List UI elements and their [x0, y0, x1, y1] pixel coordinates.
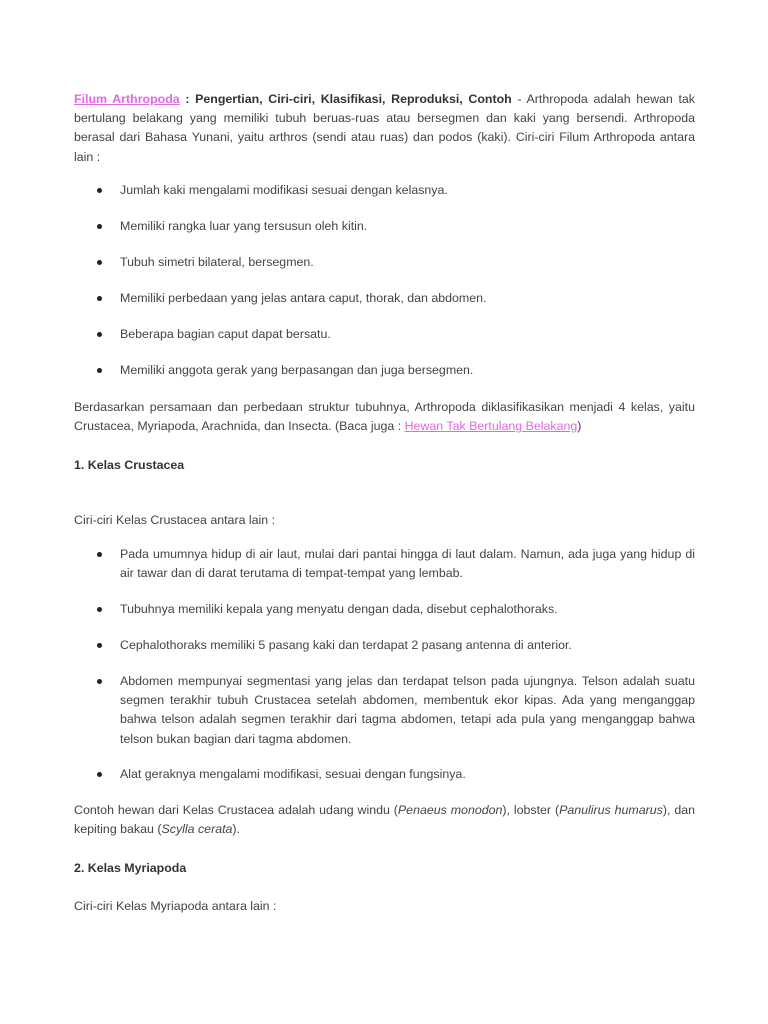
list-item-text: Memiliki rangka luar yang tersusun oleh kitin.	[120, 219, 368, 233]
list-item	[74, 217, 695, 236]
bullet-icon	[97, 552, 102, 557]
list-item	[74, 636, 695, 655]
list-item-text: Beberapa bagian caput dapat bersatu.	[120, 327, 331, 341]
list-item-text: Cephalothoraks memiliki 5 pasang kaki dan terdapat 2 pasang antenna di anterior.	[120, 638, 572, 652]
crustacea-intro: Ciri-ciri Kelas Crustacea antara lain :	[74, 513, 276, 527]
list-item	[74, 361, 695, 380]
crustacea-heading: 1. Kelas Crustacea	[74, 458, 185, 472]
intro-paragraph	[74, 90, 695, 167]
list-item-text: Jumlah kaki mengalami modifikasi sesuai dengan kelasnya.	[120, 183, 448, 197]
crustacea-examples-paragraph	[74, 801, 695, 839]
bullet-icon	[97, 188, 102, 193]
hewan-tak-bertulang-belakang-link[interactable]: Hewan Tak Bertulang Belakang	[404, 419, 578, 434]
examples-text: ), dan kepiting bakau (	[74, 803, 695, 837]
list-item	[74, 289, 695, 308]
list-item	[74, 545, 695, 583]
bullet-icon	[97, 332, 102, 337]
classification-text: Berdasarkan persamaan dan perbedaan struktur tubuhnya, Arthropoda diklasifikasikan menjadi 4 kelas, yaitu Crustacea, Myriapoda, Arachnida, dan Insecta. (Baca juga :	[74, 400, 695, 434]
examples-text: ).	[232, 822, 240, 837]
filum-arthropoda-link[interactable]: Filum Arthropoda	[74, 92, 180, 106]
list-item-text: Memiliki perbedaan yang jelas antara caput, thorak, dan abdomen.	[120, 291, 487, 305]
list-item-text: Pada umumnya hidup di air laut, mulai dari pantai hingga di laut dalam. Namun, ada juga yang hidup di air tawar dan di darat terutama di tempat-tempat yang lembab.	[120, 547, 695, 581]
myriapoda-heading: 2. Kelas Myriapoda	[74, 861, 187, 875]
examples-text: Contoh hewan dari Kelas Crustacea adalah udang windu (	[74, 803, 398, 817]
intro-body: - Arthropoda adalah hewan tak bertulang belakang yang memiliki tubuh beruas-ruas atau bersegmen dan kaki yang bersendi. Arthropoda berasal dari Bahasa Yunani, yaitu arthros (sendi atau ruas) dan podos (kaki). Ciri-ciri Filum Arthropoda antara lain :	[74, 92, 695, 164]
list-item	[74, 253, 695, 272]
intro-heading: : Pengertian, Ciri-ciri, Klasifikasi, Reproduksi, Contoh	[179, 92, 512, 106]
species-name: Panulirus humarus	[559, 803, 663, 817]
list-item-text: Tubuh simetri bilateral, bersegmen.	[120, 255, 314, 269]
bullet-icon	[97, 679, 102, 684]
list-item-text: Alat geraknya mengalami modifikasi, sesuai dengan fungsinya.	[120, 767, 466, 781]
list-item	[74, 181, 695, 200]
list-item	[74, 672, 695, 749]
bullet-icon	[97, 260, 102, 265]
examples-text: ), lobster (	[502, 803, 560, 817]
bullet-icon	[97, 772, 102, 777]
list-item-text: Abdomen mempunyai segmentasi yang jelas dan terdapat telson pada ujungnya. Telson adalah suatu segmen terakhir tubuh Crustacea setelah abdomen, membentuk ekor kipas. Ada yang menganggap bahwa telson adalah segmen terakhir dari tagma abdomen, tetapi ada pula yang menganggap bahwa telson bukan bagian dari tagma abdomen.	[120, 674, 695, 746]
species-name: Scylla cerata	[161, 822, 233, 837]
list-item	[74, 765, 695, 784]
bullet-icon	[97, 296, 102, 301]
list-item-text: Memiliki anggota gerak yang berpasangan dan juga bersegmen.	[120, 363, 474, 377]
bullet-icon	[97, 368, 102, 373]
list-item	[74, 600, 695, 619]
species-name: Penaeus monodon	[397, 803, 503, 817]
bullet-icon	[97, 607, 102, 612]
classification-paragraph	[74, 398, 695, 436]
classification-text-end: )	[577, 419, 582, 434]
bullet-icon	[97, 224, 102, 229]
list-item	[74, 325, 695, 344]
bullet-icon	[97, 643, 102, 648]
myriapoda-intro: Ciri-ciri Kelas Myriapoda antara lain :	[74, 899, 277, 913]
list-item-text: Tubuhnya memiliki kepala yang menyatu dengan dada, disebut cephalothoraks.	[120, 602, 558, 616]
